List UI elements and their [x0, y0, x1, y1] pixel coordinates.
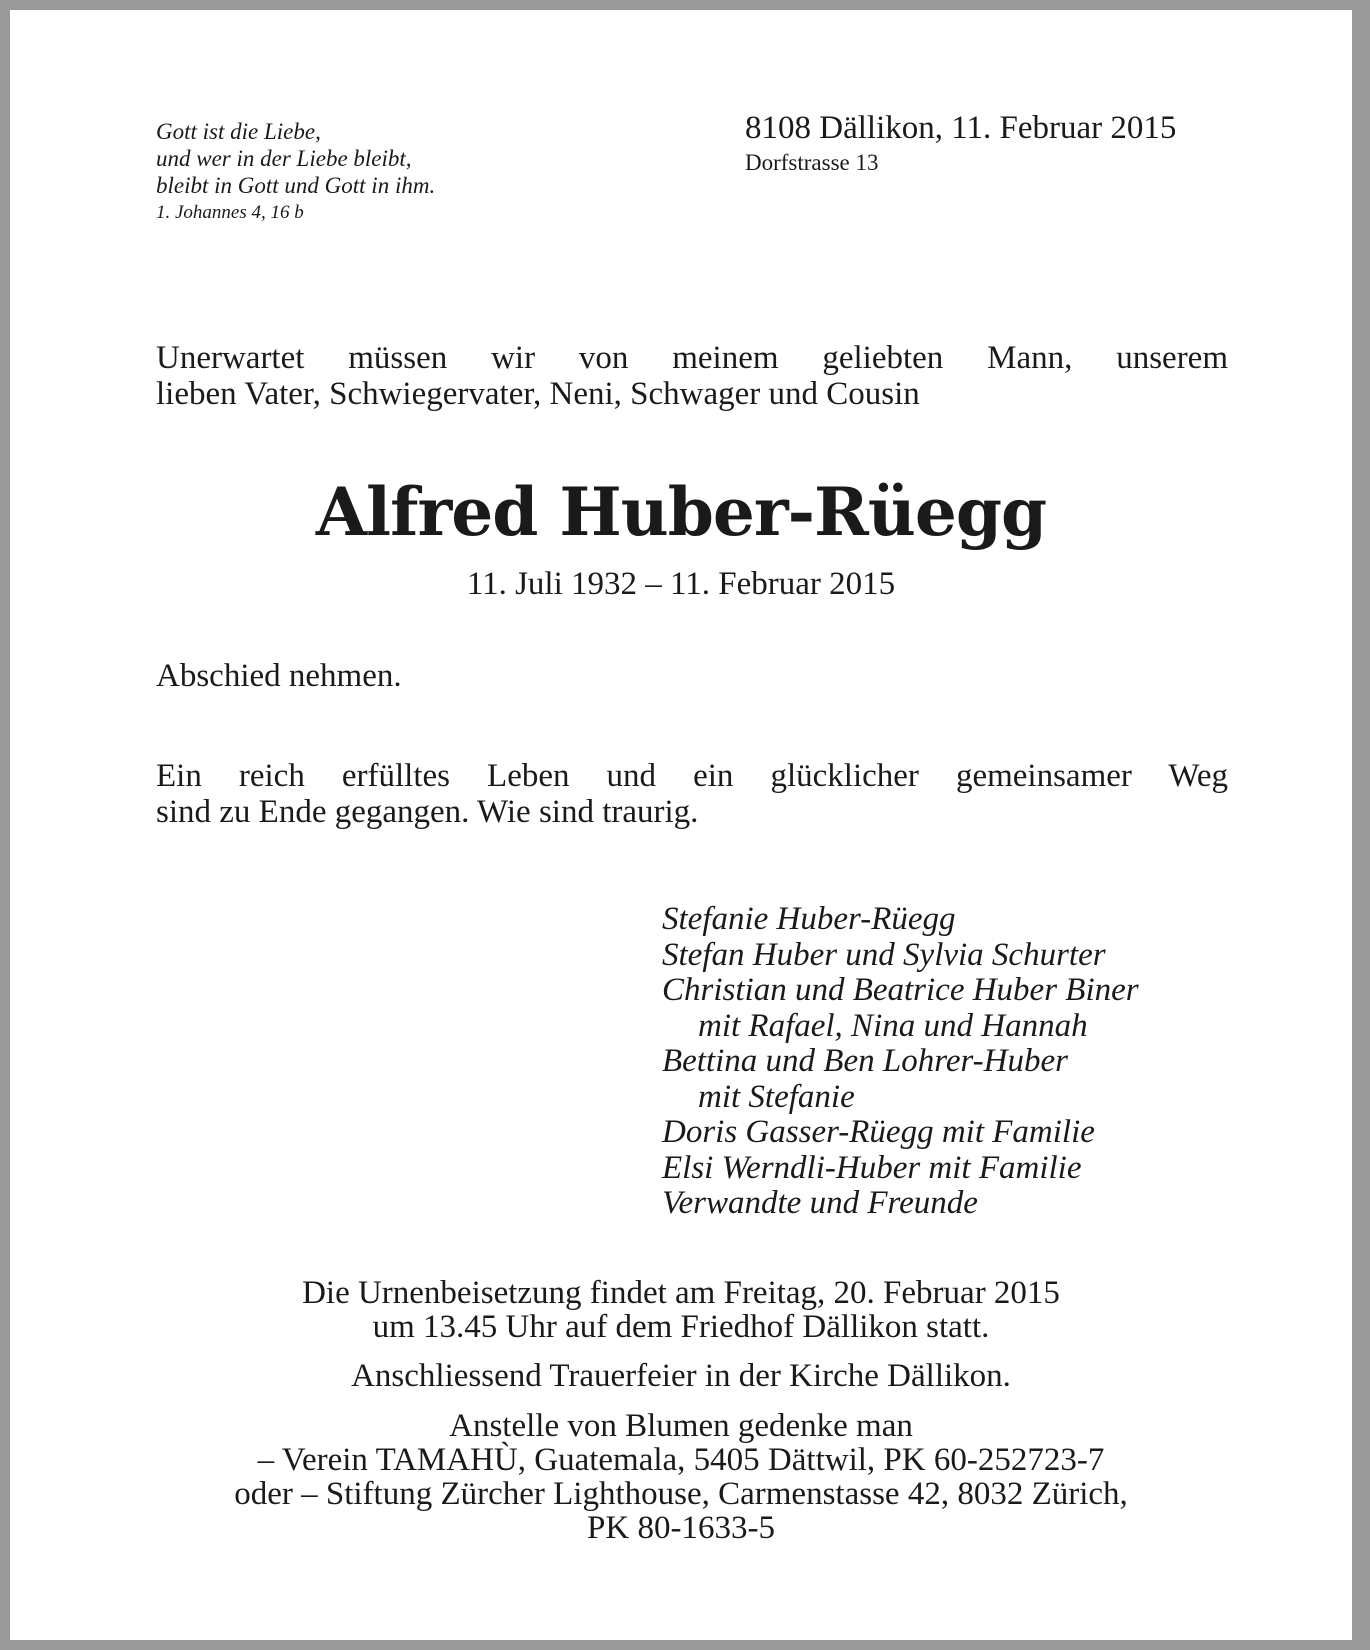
burial-line: Die Urnenbeisetzung findet am Freitag, 20. Februar 2015: [302, 1275, 1060, 1311]
deceased-name: Alfred Huber-Rüegg: [315, 473, 1047, 551]
intro-line: Unerwartet müssen wir von meinem geliebten Mann, unserem: [156, 340, 1228, 376]
verse-line: und wer in der Liebe bleibt,: [156, 146, 412, 171]
donation-line: oder – Stiftung Zürcher Lighthouse, Carmenstasse 42, 8032 Zürich,: [234, 1476, 1128, 1512]
mourner-entry: mit Stefanie: [698, 1078, 855, 1115]
verse-line: Gott ist die Liebe,: [156, 119, 321, 144]
donation-info: [10, 1409, 1352, 1545]
mourner-entry: mit Rafael, Nina und Hannah: [698, 1007, 1088, 1044]
verse-line: bleibt in Gott und Gott in ihm.: [156, 173, 436, 198]
mourner-entry: Bettina und Ben Lohrer-Huber: [662, 1043, 1068, 1079]
farewell-text: Abschied nehmen.: [156, 658, 402, 694]
donation-line: – Verein TAMAHÙ, Guatemala, 5405 Dättwil, PK 60-252723-7: [257, 1442, 1105, 1478]
mourner-entry: Elsi Werndli-Huber mit Familie: [662, 1149, 1082, 1186]
street-address: Dorfstrasse 13: [745, 150, 879, 175]
life-line: Ein reich erfülltes Leben und ein glücklicher gemeinsamer Weg: [156, 758, 1228, 794]
mourner-entry: Verwandte und Freunde: [662, 1185, 978, 1221]
verse-reference: 1. Johannes 4, 16 b: [156, 202, 304, 223]
deceased-lifespan: 11. Juli 1932 – 11. Februar 2015: [466, 566, 896, 602]
intro-line: lieben Vater, Schwiegervater, Neni, Schwager und Cousin: [156, 376, 920, 412]
mourner-entry: Stefanie Huber-Rüegg: [662, 901, 956, 937]
mourner-entry: Stefan Huber und Sylvia Schurter: [662, 936, 1106, 973]
mourners-list: [662, 902, 1242, 1222]
obituary-page: [10, 10, 1352, 1640]
donation-line: Anstelle von Blumen gedenke man: [449, 1408, 913, 1444]
intro-paragraph: [156, 340, 1228, 412]
life-paragraph: [156, 758, 1228, 830]
burial-line: um 13.45 Uhr auf dem Friedhof Dällikon statt.: [372, 1309, 990, 1345]
ceremony-line: Anschliessend Trauerfeier in der Kirche Dällikon.: [351, 1358, 1011, 1394]
mourner-entry: Christian und Beatrice Huber Biner: [662, 972, 1139, 1008]
place-date: 8108 Dällikon, 11. Februar 2015: [745, 110, 1177, 146]
life-line: sind zu Ende gegangen. Wie sind traurig.: [156, 794, 699, 830]
mourner-entry: Doris Gasser-Rüegg mit Familie: [662, 1114, 1095, 1150]
ceremony-info: [10, 1359, 1352, 1393]
donation-line: PK 80-1633-5: [587, 1510, 775, 1546]
burial-info: [10, 1276, 1352, 1344]
place-date-block: [745, 108, 1225, 178]
bible-verse: [156, 118, 576, 227]
